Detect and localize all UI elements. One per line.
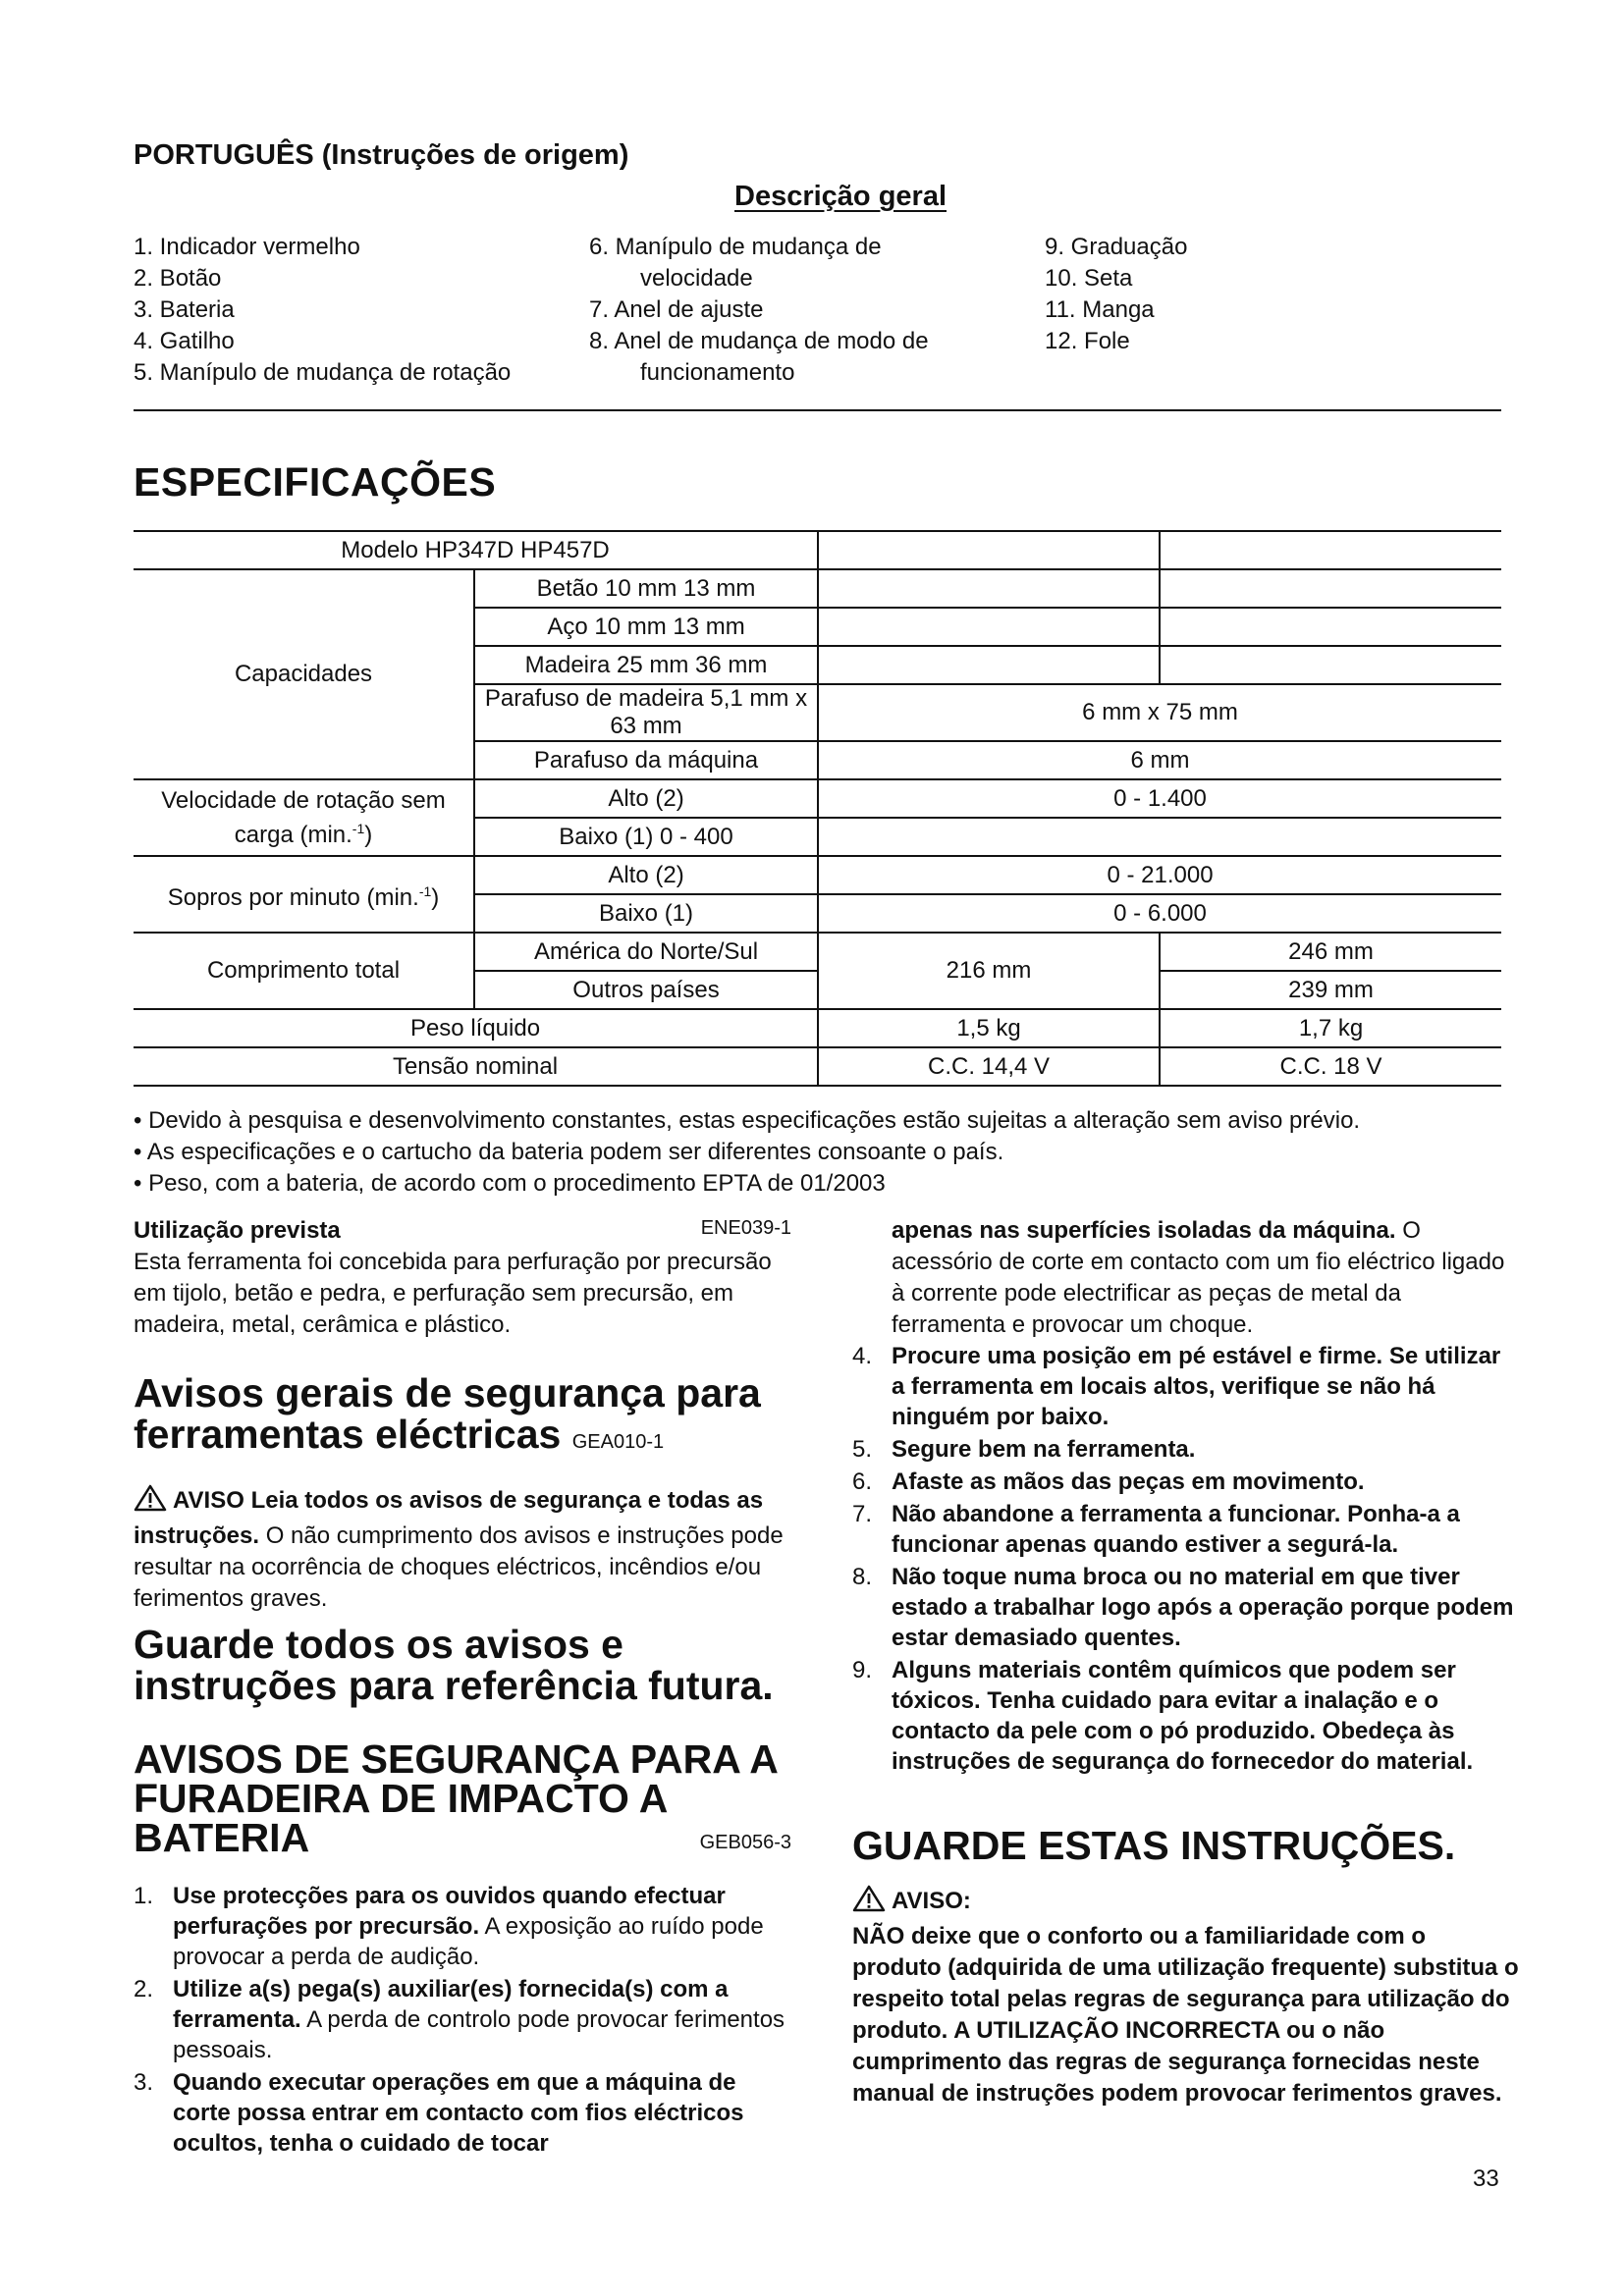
table-cell — [134, 856, 474, 933]
drill-warnings-section — [134, 1736, 791, 2161]
table-cell: Alto (2) — [474, 856, 818, 894]
note-item: • Peso, com a bateria, de acordo com o procedimento EPTA de 01/2003 — [134, 1170, 886, 1197]
list-item — [852, 1434, 1520, 1465]
specs-table — [134, 530, 1501, 1087]
table-row — [134, 531, 1501, 569]
blows-label-end: ) — [431, 883, 440, 911]
table-cell: Parafuso de madeira 5,1 mm x 63 mm — [474, 684, 818, 741]
item3-cont-text: O acessório de corte em contacto com um fio eléctrico ligado à corrente pode electrificar as peças de metal da ferramenta e provocar um choque. — [892, 1217, 1505, 1338]
table-cell: 246 mm — [1160, 933, 1501, 971]
section-divider — [134, 409, 1501, 411]
list-item: velocidade — [640, 265, 753, 292]
warning-icon — [852, 1885, 886, 1921]
table-cell: 0 - 6.000 — [818, 894, 1501, 933]
speed-label-end: ) — [364, 821, 373, 848]
general-warnings-body — [134, 1484, 791, 1615]
table-cell: 1,7 kg — [1160, 1009, 1501, 1047]
table-cell — [818, 569, 1160, 608]
list-item: 2. Botão — [134, 265, 222, 292]
intended-use-title: Utilização prevista — [134, 1217, 341, 1244]
item-number: 7. — [852, 1501, 873, 1527]
table-cell — [1160, 646, 1501, 684]
drill-warnings-list — [134, 1881, 791, 2159]
drill-warnings-title-line3: BATERIA — [134, 1815, 310, 1860]
item-number: 3. — [134, 2069, 154, 2096]
table-cell: Modelo HP347D HP457D — [134, 531, 818, 569]
item-number: 6. — [852, 1468, 873, 1495]
list-item: 11. Manga — [1045, 296, 1155, 323]
intended-use-code: ENE039-1 — [700, 1217, 791, 1239]
table-row — [134, 1009, 1501, 1047]
keep-warnings-title: Guarde todos os avisos e instruções para referência futura. — [134, 1622, 774, 1708]
item-bold: Quando executar operações em que a máquina de corte possa entrar em contacto com fios eléctricos ocultos, tenha o cuidado de tocar — [173, 2069, 744, 2157]
parts-list-col1 — [134, 232, 511, 389]
item-bold: Utilize a(s) pega(s) auxiliar(es) fornecida(s) com a ferramenta. — [173, 1976, 729, 2033]
general-warnings-title — [134, 1372, 791, 1463]
item-number: 9. — [852, 1657, 873, 1683]
table-cell — [818, 646, 1160, 684]
item-number: 2. — [134, 1976, 154, 2002]
general-warnings-title-text: Avisos gerais de segurança para ferramentas eléctricas — [134, 1370, 761, 1457]
table-cell: Tensão nominal — [134, 1047, 818, 1086]
table-cell: 6 mm x 75 mm — [818, 684, 1501, 741]
item-bold: Não toque numa broca ou no material em que tiver estado a trabalhar logo após a operação porque podem estar demasiado quentes. — [892, 1564, 1514, 1651]
list-item: funcionamento — [640, 359, 795, 386]
item-bold: Use protecções para os ouvidos quando efectuar perfurações por precursão. — [173, 1883, 726, 1940]
list-item: 10. Seta — [1045, 265, 1133, 292]
spec-notes — [134, 1105, 1360, 1200]
drill-warnings-title-line1: AVISOS DE SEGURANÇA PARA A — [134, 1736, 779, 1782]
item-number: 8. — [852, 1564, 873, 1590]
speed-label-line1: Velocidade de rotação sem — [161, 786, 446, 814]
item-bold: Alguns materiais contêm químicos que podem ser tóxicos. Tenha cuidado para evitar a inalação e o contacto da pele com o pó produzido. Obedeça às instruções de segurança do fornecedor do material. — [892, 1657, 1474, 1775]
list-item: 6. Manípulo de mudança de — [589, 234, 882, 260]
list-item — [134, 1881, 791, 1972]
table-cell: Peso líquido — [134, 1009, 818, 1047]
item-bold: Procure uma posição em pé estável e firme. Se utilizar a ferramenta em locais altos, verifique se não há ninguém por baixo. — [892, 1343, 1501, 1430]
table-cell: Capacidades — [134, 569, 474, 779]
table-cell — [1160, 818, 1501, 856]
language-title: PORTUGUÊS (Instruções de origem) — [134, 139, 629, 171]
table-cell — [134, 779, 474, 856]
item-bold: Afaste as mãos das peças em movimento. — [892, 1468, 1365, 1495]
note-item: • Devido à pesquisa e desenvolvimento constantes, estas especificações estão sujeitas a alteração sem aviso prévio. — [134, 1107, 1361, 1134]
specs-title: ESPECIFICAÇÕES — [134, 459, 497, 505]
table-cell: 216 mm — [818, 933, 1160, 1009]
list-item: 4. Gatilho — [134, 328, 235, 354]
table-cell: Baixo (1) 0 - 400 — [474, 818, 818, 856]
table-cell: Aço 10 mm 13 mm — [474, 608, 818, 646]
save-instructions-title: GUARDE ESTAS INSTRUÇÕES. — [852, 1823, 1456, 1868]
list-item — [852, 1499, 1520, 1560]
table-cell — [1160, 531, 1501, 569]
table-cell: América do Norte/Sul — [474, 933, 818, 971]
table-cell: Alto (2) — [474, 779, 818, 818]
list-item — [134, 1974, 791, 2065]
list-item — [134, 2067, 791, 2159]
item-text: A perda de controlo pode provocar ferimentos pessoais. — [173, 2006, 785, 2063]
drill-warnings-code: GEB056-3 — [699, 1832, 791, 1853]
intended-use-section — [134, 1215, 791, 1341]
general-warnings-text: O não cumprimento dos avisos e instruções pode resultar na ocorrência de choques eléctricos, incêndios e/ou ferimentos graves. — [134, 1522, 784, 1612]
drill-warnings-title-line2: FURADEIRA DE IMPACTO A — [134, 1776, 669, 1821]
table-cell — [818, 818, 1160, 856]
table-row — [134, 856, 1501, 894]
page-number: 33 — [1473, 2165, 1499, 2192]
description-title: Descrição geral — [734, 181, 947, 212]
save-warning-label — [852, 1885, 1520, 1921]
table-cell: Madeira 25 mm 36 mm — [474, 646, 818, 684]
list-item: 9. Graduação — [1045, 234, 1188, 260]
general-warnings-lead: AVISO Leia todos os avisos de segurança e todas as instruções. — [134, 1487, 764, 1549]
list-item — [852, 1562, 1520, 1653]
item-number: 4. — [852, 1343, 873, 1369]
table-cell — [1160, 569, 1501, 608]
blows-label-sup: -1 — [418, 882, 432, 899]
drill-warnings-list-right — [852, 1341, 1520, 1777]
table-cell — [818, 608, 1160, 646]
item-bold: Segure bem na ferramenta. — [892, 1436, 1196, 1463]
table-cell: 0 - 1.400 — [818, 779, 1501, 818]
parts-list-col2 — [589, 232, 929, 389]
general-warnings-code: GEA010-1 — [571, 1431, 665, 1453]
item-bold: Não abandone a ferramenta a funcionar. Ponha-a a funcionar apenas quando estiver a segurá-la. — [892, 1501, 1460, 1558]
table-cell: Baixo (1) — [474, 894, 818, 933]
item-text: A exposição ao ruído pode provocar a perda de audição. — [173, 1913, 764, 1970]
table-row — [134, 569, 1501, 608]
item-number: 5. — [852, 1436, 873, 1463]
list-item: 3. Bateria — [134, 296, 235, 323]
speed-label-line2: carga (min. — [234, 821, 352, 848]
table-cell — [818, 531, 1160, 569]
save-warning-label-text: AVISO: — [892, 1888, 971, 1914]
table-cell: 1,5 kg — [818, 1009, 1160, 1047]
table-cell: Betão 10 mm 13 mm — [474, 569, 818, 608]
table-cell: Outros países — [474, 971, 818, 1009]
keep-warnings-section — [134, 1624, 791, 1706]
table-cell: 0 - 21.000 — [818, 856, 1501, 894]
list-item: 1. Indicador vermelho — [134, 234, 360, 260]
table-row — [134, 933, 1501, 971]
general-warnings-section — [134, 1372, 791, 1615]
list-item: 12. Fole — [1045, 328, 1130, 354]
item3-cont-bold: apenas nas superfícies isoladas da máquina. — [892, 1217, 1396, 1244]
table-cell: Comprimento total — [134, 933, 474, 1009]
list-item — [852, 1655, 1520, 1777]
warning-icon — [134, 1484, 167, 1521]
parts-list-col3 — [1045, 232, 1187, 357]
table-cell: 6 mm — [818, 741, 1501, 779]
speed-label-sup: -1 — [352, 820, 365, 836]
blows-label: Sopros por minuto (min. — [167, 883, 419, 911]
list-item — [852, 1341, 1520, 1432]
table-cell: 239 mm — [1160, 971, 1501, 1009]
list-item: 5. Manípulo de mudança de rotação — [134, 359, 512, 386]
item-number: 1. — [134, 1883, 154, 1909]
list-item: 8. Anel de mudança de modo de — [589, 328, 929, 354]
intended-use-text: Esta ferramenta foi concebida para perfuração por precursão em tijolo, betão e pedra, e perfuração sem precursão, em madeira, metal, cerâmica e plástico. — [134, 1249, 772, 1338]
table-cell — [1160, 608, 1501, 646]
list-item — [852, 1467, 1520, 1497]
item3-continued — [852, 1215, 1520, 1341]
note-item: • As especificações e o cartucho da bateria podem ser diferentes consoante o país. — [134, 1139, 1004, 1165]
table-cell: C.C. 18 V — [1160, 1047, 1501, 1086]
table-cell: C.C. 14,4 V — [818, 1047, 1160, 1086]
save-instructions-section — [852, 1823, 1520, 2109]
drill-warnings-continued — [852, 1215, 1520, 1779]
table-row — [134, 779, 1501, 818]
list-item: 7. Anel de ajuste — [589, 296, 764, 323]
table-cell: Parafuso da máquina — [474, 741, 818, 779]
save-warning-text: NÃO deixe que o conforto ou a familiaridade com o produto (adquirida de uma utilização frequente) substitua o respeito total pelas regras de segurança para utilização do produto. A UTILIZAÇÃO INCORRECTA ou o não cumprimento das regras de segurança fornecidas neste manual de instruções podem provocar ferimentos graves. — [852, 1923, 1519, 2107]
table-row — [134, 1047, 1501, 1086]
